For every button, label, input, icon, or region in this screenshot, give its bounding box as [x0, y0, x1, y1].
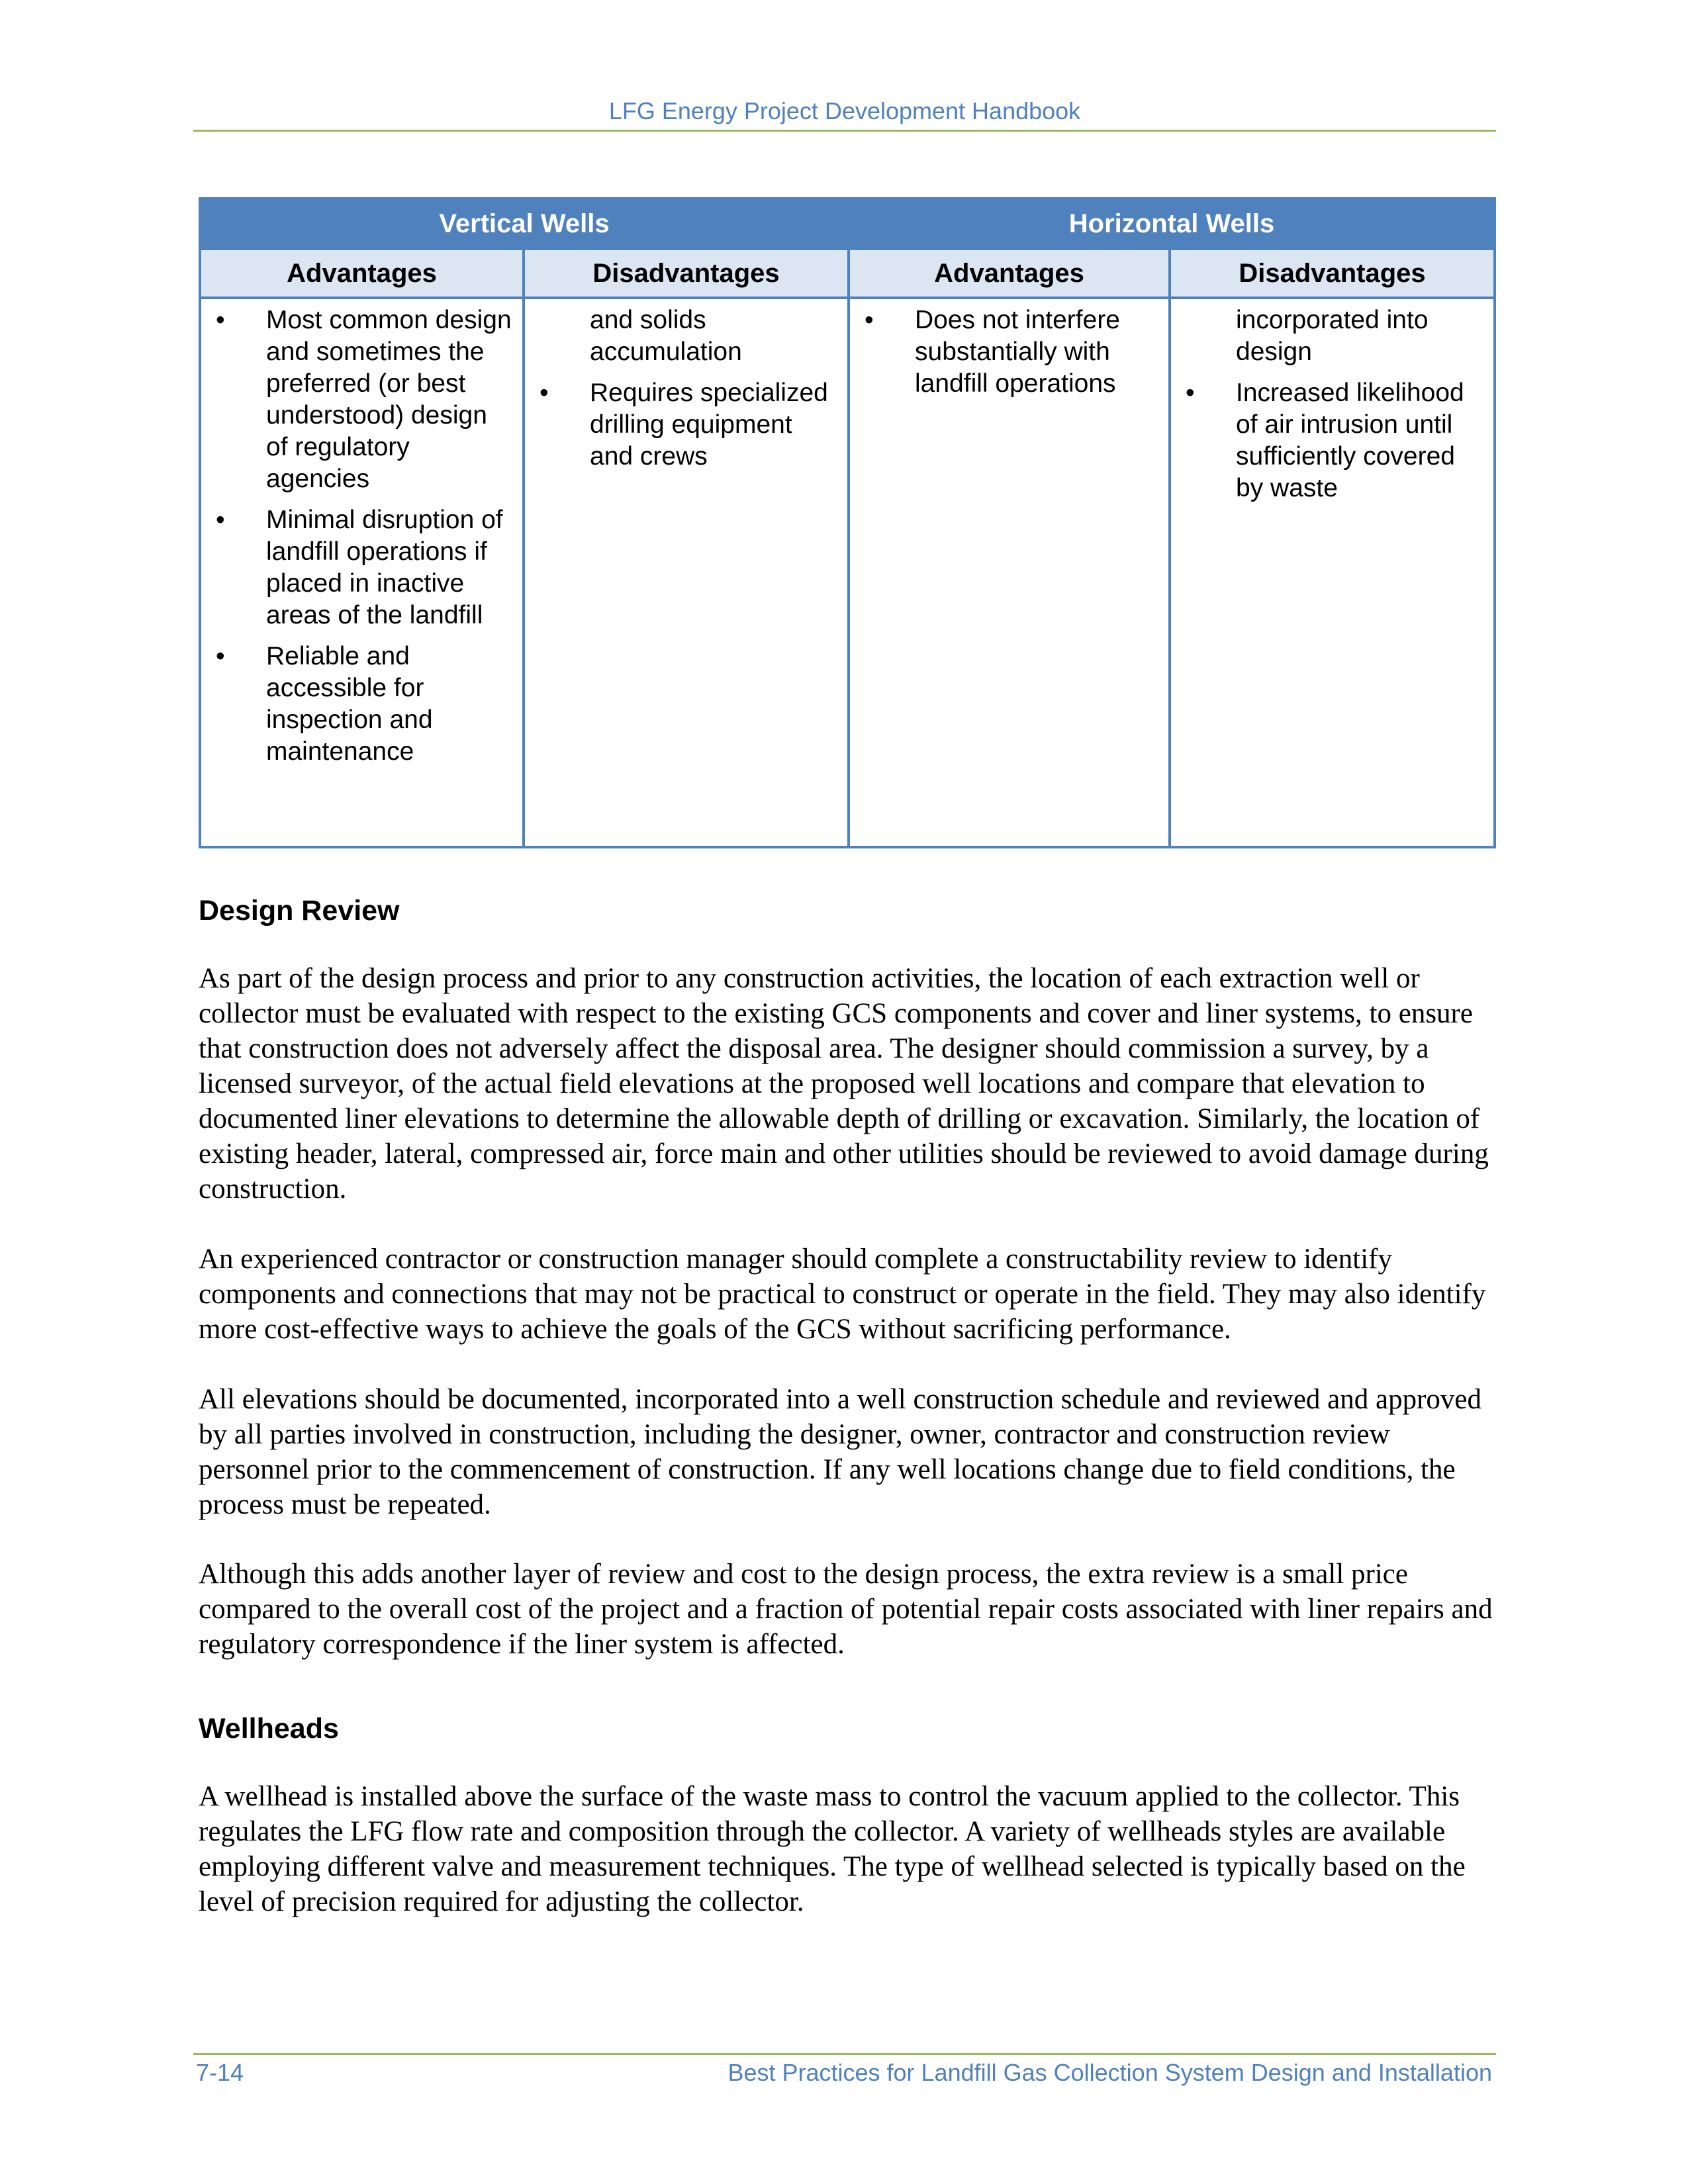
group-header-horizontal-wells: Horizontal Wells — [849, 199, 1495, 249]
bullet-icon: • — [216, 306, 225, 334]
table-row — [200, 298, 1495, 847]
list-item-text: Increased likelihood of air intrusion until sufficiently covered by waste — [1236, 379, 1464, 502]
list-item-text: Reliable and accessible for inspection and maintenance — [266, 642, 433, 766]
bullet-icon: • — [865, 306, 874, 334]
paragraph: An experienced contractor or construction manager should complete a constructability review to identify components and connections that may not be practical to construct or operate in the field. They may also identify more cost-effective ways to achieve the goals of the GCS without sacrificing performance. — [199, 1244, 1486, 1345]
horizontal-advantages-list — [862, 304, 1159, 400]
vertical-disadvantages-list — [537, 304, 838, 473]
list-item — [1183, 377, 1484, 504]
subheader-horizontal-disadvantages: Disadvantages — [1170, 249, 1495, 298]
list-item — [537, 377, 838, 473]
running-header: LFG Energy Project Development Handbook — [608, 97, 1081, 124]
bullet-icon: • — [1186, 379, 1195, 407]
subheader-vertical-advantages: Advantages — [200, 249, 524, 298]
bullet-icon: • — [216, 642, 225, 670]
list-item-text: Most common design and sometimes the preferred (or best understood) design of regulatory agencies — [266, 306, 512, 493]
list-item — [213, 504, 513, 631]
horizontal-disadvantages-list — [1183, 304, 1484, 504]
list-item-text: Minimal disruption of landfill operations if placed in inactive areas of the landfill — [266, 506, 503, 629]
vertical-advantages-list — [213, 304, 513, 768]
page-number: 7-14 — [196, 2059, 244, 2086]
table-group-row — [200, 199, 1495, 249]
footer-chapter-title: Best Practices for Landfill Gas Collection System Design and Installation — [727, 2059, 1492, 2086]
table-subheader-row — [200, 249, 1495, 298]
footer-rule — [193, 2053, 1496, 2055]
subheader-horizontal-advantages: Advantages — [849, 249, 1170, 298]
section-heading-wellheads: Wellheads — [199, 1713, 339, 1745]
paragraph: Although this adds another layer of review and cost to the design process, the extra review is a small price compared to the overall cost of the project and a fraction of potential repair costs associated with liner repairs and regulatory correspondence if the liner system is affected. — [199, 1559, 1493, 1660]
section-heading-design-review: Design Review — [199, 895, 400, 927]
bullet-icon: • — [539, 379, 549, 407]
list-item-continued: and solids accumulation — [590, 306, 742, 366]
subheader-vertical-disadvantages: Disadvantages — [524, 249, 849, 298]
cell-horizontal-disadvantages — [1170, 298, 1495, 847]
cell-vertical-advantages — [200, 298, 524, 847]
list-item-continued: incorporated into design — [1236, 306, 1429, 366]
paragraph: A wellhead is installed above the surface of the waste mass to control the vacuum applied to the collector. This regulates the LFG flow rate and composition through the collector. A variety of wellheads styles are available employing different valve and measurement techniques. The type of wellhead selected is typically based on the level of precision required for adjusting the collector. — [199, 1781, 1466, 1917]
bullet-icon: • — [216, 506, 225, 534]
cell-vertical-disadvantages — [524, 298, 849, 847]
list-item — [862, 304, 1159, 400]
well-comparison-table — [199, 197, 1496, 848]
cell-horizontal-advantages — [849, 298, 1170, 847]
list-item-text: Requires specialized drilling equipment and crews — [590, 379, 828, 471]
list-item — [213, 641, 513, 768]
list-item — [213, 304, 513, 495]
paragraph: All elevations should be documented, incorporated into a well construction schedule and reviewed and approved by all parties involved in construction, including the designer, owner, contractor and construction review personnel prior to the commencement of construction. If any well locations change due to field conditions, the process must be repeated. — [199, 1384, 1481, 1520]
group-header-vertical-wells: Vertical Wells — [200, 199, 849, 249]
list-item-text: Does not interfere substantially with landfill operations — [915, 306, 1121, 398]
paragraph: As part of the design process and prior to any construction activities, the location of each extraction well or collector must be evaluated with respect to the existing GCS components and cover and liner systems, to ensure that construction does not adversely affect the disposal area. The designer should commission a survey, by a licensed surveyor, of the actual field elevations at the proposed well locations and compare that elevation to documented liner elevations to determine the allowable depth of drilling or excavation. Similarly, the location of existing header, lateral, compressed air, force main and other utilities should be reviewed to avoid damage during construction. — [199, 963, 1489, 1205]
header-rule — [193, 130, 1496, 132]
